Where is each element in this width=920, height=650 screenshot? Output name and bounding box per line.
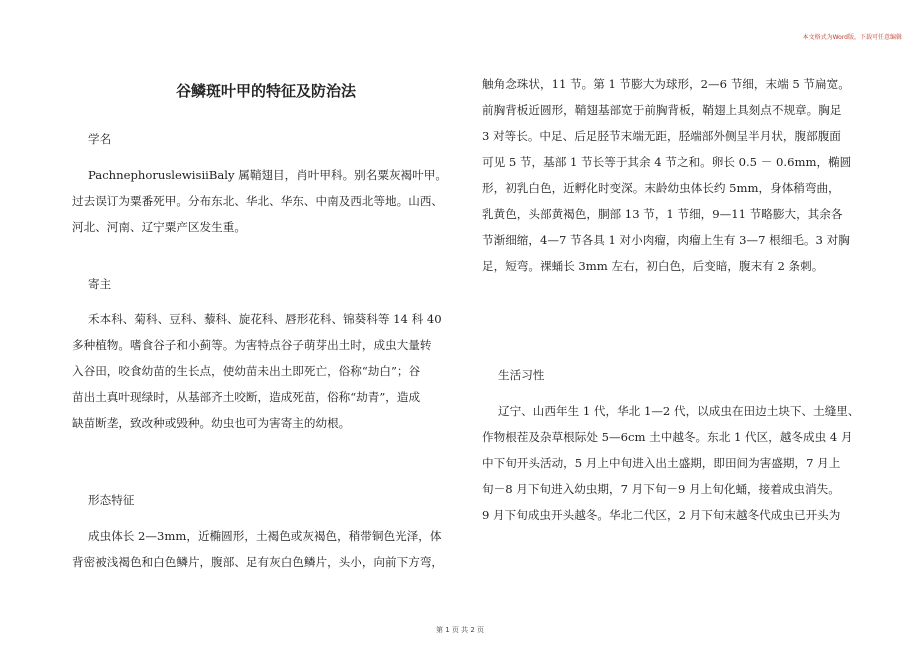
paragraph-host: 禾本科、菊科、豆科、藜科、旋花科、唇形花科、锦葵科等 14 科 40 多种植物。嗜食谷子和小蓟等。为害特点谷子萌芽出土时，成虫大量转 入谷田，咬食幼苗的生长点，使幼苗未出土即死亡，俗称“劫白”；谷 苗出土真叶现绿时，从基部齐土咬断，造成死苗，俗称“劫青”，造成 缺苗断垄，致改种或毁种。幼虫也可为害寄主的幼根。 xyxy=(72,312,442,430)
page-title: 谷鳞斑叶甲的特征及防治法 xyxy=(175,82,356,100)
paragraph-scientific-name: PachnephoruslewisiiBaly 属鞘翅目，肖叶甲科。别名粟灰褐叶甲。 过去误订为粟番死甲。分布东北、华北、华东、中南及西北等地。山西、 河北、河南、辽宁粟产区发生重。 xyxy=(72,168,447,234)
heading-morphology: 形态特征 xyxy=(88,493,135,507)
heading-host: 寄主 xyxy=(88,277,112,291)
heading-scientific-name: 学名 xyxy=(88,132,112,146)
paragraph-morphology: 成虫体长 2—3mm，近椭圆形，土褐色或灰褐色，稍带铜色光泽，体 背密被浅褐色和白色鳞片，腹部、足有灰白色鳞片，头小，向前下方弯， xyxy=(72,529,444,569)
heading-habits: 生活习性 xyxy=(498,368,545,382)
header-watermark: 本文格式为Word版，下载可任意编辑 xyxy=(802,34,902,41)
paragraph-morphology-continued: 触角念珠状，11 节。第 1 节膨大为球形，2—6 节细，末端 5 节扁宽。 前胸背板近圆形，鞘翅基部宽于前胸背板，鞘翅上具刻点不规章。胸足 3 对等长。中足、后足胫节末端无距，胫端部外侧呈半月状，腹部腹面 可见 5 节，基部 1 节长等于其余 4 节之和。卵长 0.5 － 0.6mm，椭圆 形，初乳白色，近孵化时变深。末龄幼虫体长约 5mm，身体稍弯曲， 乳黄色，头部黄褐色，胴部 13 节，1 节细，9—11 节略膨大，其余各 节渐细缩，4—7 节各具 1 对小肉瘤，肉瘤上生有 3—7 根细毛。3 对胸 足，短弯。裸蛹长 3mm 左右，初白色，后变暗，腹末有 2 条刺。 xyxy=(482,77,852,273)
paragraph-habits: 辽宁、山西年生 1 代，华北 1—2 代，以成虫在田边土块下、土缝里、 作物根茬及杂草根际处 5—6cm 土中越冬。东北 1 代区，越冬成虫 4 月 中下旬开头活动，5 月上中旬进入出土盛期，即田间为害盛期，7 月上 旬－8 月下旬进入幼虫期，7 月下旬－9 月上旬化蛹，接着成虫消失。 9 月下旬成虫开头越冬。华北二代区，2 月下旬末越冬代成虫已开头为 xyxy=(482,404,860,522)
page-footer: 第 1 页 共 2 页 xyxy=(435,626,485,634)
